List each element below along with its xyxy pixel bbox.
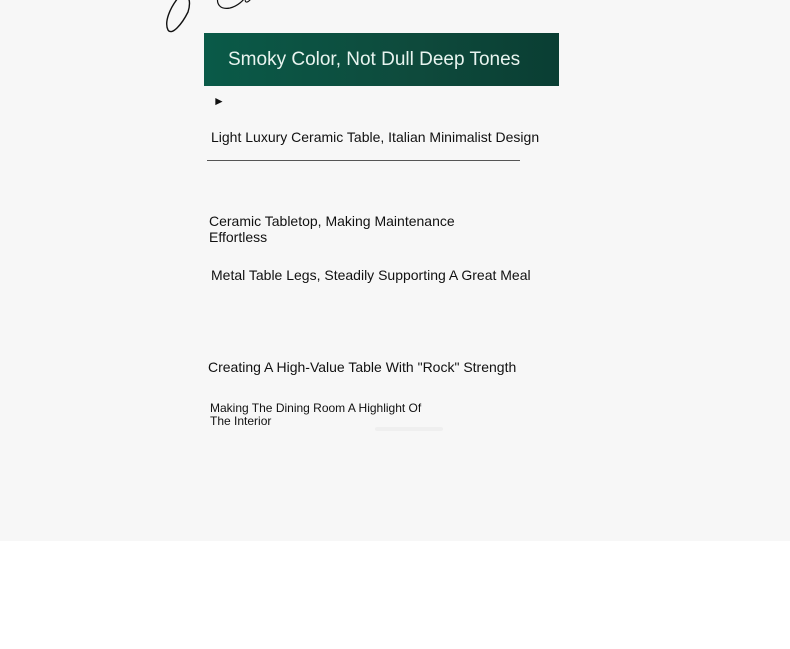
faint-decoration <box>375 427 443 431</box>
feature-3: Metal Table Legs, Steadily Supporting A Great Meal <box>211 267 531 283</box>
feature-5: Making The Dining Room A Highlight Of The Interior <box>210 401 422 428</box>
feature-4: Creating A High-Value Table With "Rock" Strength <box>208 359 517 375</box>
section-banner <box>204 33 559 86</box>
feature-1: Light Luxury Ceramic Table, Italian Minimalist Design <box>211 129 540 145</box>
divider <box>207 160 520 161</box>
banner-title: Smoky Color, Not Dull Deep Tones <box>228 49 521 70</box>
play-arrow-icon[interactable]: ► <box>213 94 225 108</box>
feature-2: Ceramic Tabletop, Making Maintenance Effortless <box>209 213 455 245</box>
script-lettering-decoration <box>160 0 270 36</box>
